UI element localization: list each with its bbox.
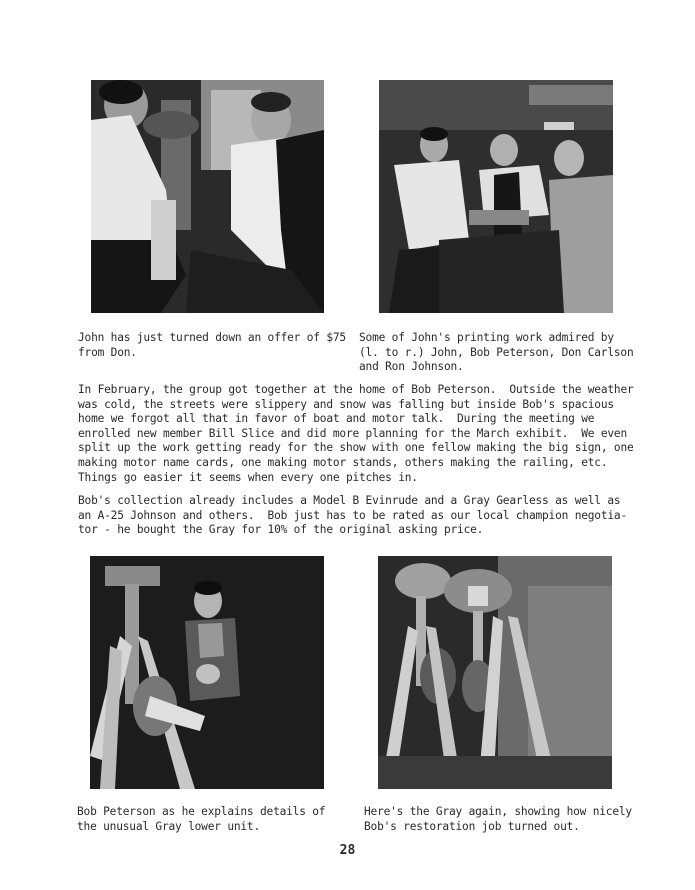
caption-bottom-right: Here's the Gray again, showing how nicely Bob's restoration job turned out. [364, 805, 632, 833]
page-number: 28 [339, 843, 356, 858]
caption-top-right: Some of John's printing work admired by (l. to r.) John, Bob Peterson, Don Carlson and Ron Johnson. [359, 331, 634, 373]
paragraph-february-meeting: In February, the group got together at the home of Bob Peterson. Outside the weather was cold, the streets were slippery and snow was falling but inside Bob's spacious home we forgot all that in favor of boat and motor talk. During the meeting we enrolled new member Bill Slice and did more planning for the March exhibit. We even split up the work getting ready for the show with one fellow making the big sign, one making motor name cards, one making motor stands, others making the railing, etc. Things go easier it seems when every one pitches in. [78, 383, 634, 484]
paragraph-bobs-collection: Bob's collection already includes a Model B Evinrude and a Gray Gearless as well as an A-25 Johnson and others. Bob just has to be rated as our local champion negotia- tor - he bought the Gray for 10% of the original asking price. [78, 494, 627, 537]
caption-bottom-left: Bob Peterson as he explains details of the unusual Gray lower unit. [77, 805, 326, 833]
photo-printing-work [379, 80, 613, 313]
photo-restored-gray [378, 556, 612, 789]
caption-top-left: John has just turned down an offer of $75 from Don. [78, 331, 346, 359]
photo-bob-peterson-gray [90, 556, 324, 789]
photo-john-and-don [91, 80, 324, 313]
